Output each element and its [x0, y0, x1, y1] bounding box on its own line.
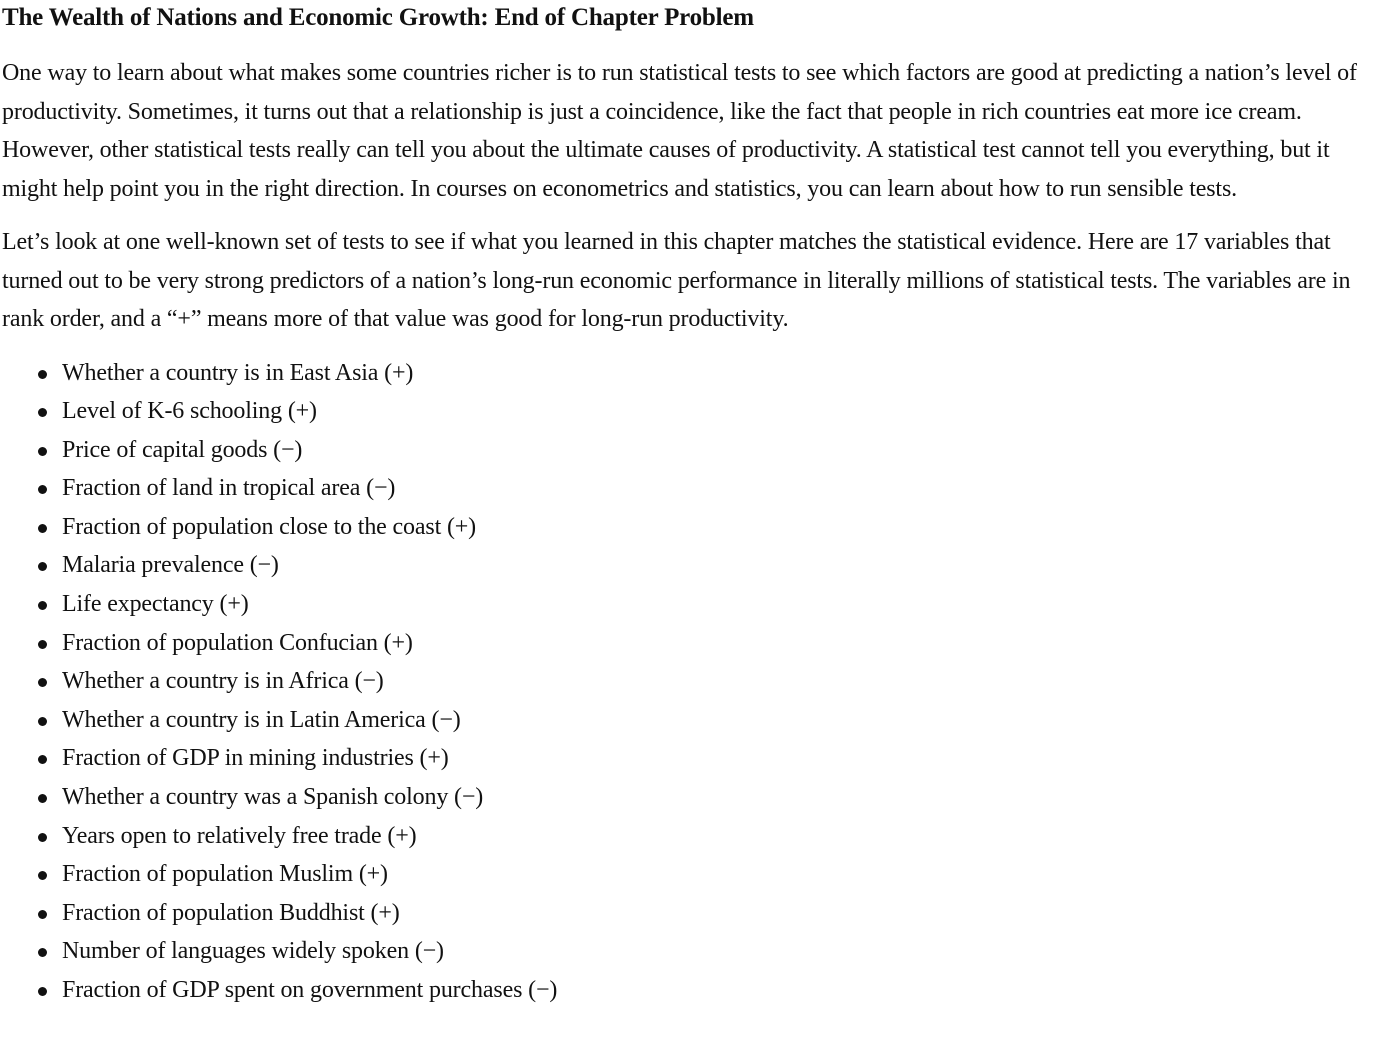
list-item [62, 546, 1382, 585]
list-item [62, 431, 1382, 470]
list-item [62, 392, 1382, 431]
bullet-icon [38, 370, 47, 379]
list-item-text: Level of K-6 schooling (+) [62, 398, 317, 425]
list-item-text: Life expectancy (+) [62, 591, 249, 618]
bullet-icon [38, 447, 47, 456]
list-item [62, 778, 1382, 817]
list-item [62, 739, 1382, 778]
list-item-text: Fraction of population Muslim (+) [62, 861, 388, 888]
bullet-icon [38, 601, 47, 610]
list-item [62, 855, 1382, 894]
list-item-text: Fraction of population Confucian (+) [62, 629, 413, 656]
list-item [62, 469, 1382, 508]
list-item [62, 585, 1382, 624]
bullet-icon [38, 408, 47, 417]
bullet-icon [38, 640, 47, 649]
list-item-text: Number of languages widely spoken (−) [62, 938, 444, 965]
intro-paragraph: One way to learn about what makes some countries richer is to run statistical tests to see which factors are good at predicting a nation’s level of productivity. Sometimes, it turns out that a relationship is just a coincidence, like the fact that people in rich countries eat more ice cream. However, other statistical tests really can tell you about the ultimate causes of productivity. A statistical test cannot tell you everything, but it might help point you in the right direction. In courses on econometrics and statistics, you can learn about how to run sensible tests. [2, 60, 1357, 202]
bullet-icon [38, 871, 47, 880]
list-item-text: Price of capital goods (−) [62, 436, 303, 463]
list-item-text: Whether a country is in East Asia (+) [62, 359, 414, 386]
bullet-icon [38, 987, 47, 996]
list-item-text: Fraction of GDP spent on government purchases (−) [62, 977, 558, 1003]
predictor-variable-list [2, 354, 1382, 1010]
bullet-icon [38, 833, 47, 842]
list-item-text: Fraction of land in tropical area (−) [62, 475, 396, 502]
list-item [62, 662, 1382, 701]
page-title: The Wealth of Nations and Economic Growth: End of Chapter Problem [2, 4, 754, 31]
variables-intro-paragraph: Let’s look at one well-known set of tests to see if what you learned in this chapter matches the statistical evidence. Here are 17 variables that turned out to be very strong predictors of a nation’s long-run economic performance in literally millions of statistical tests. The variables are in rank order, and a “+” means more of that value was good for long-run productivity. [2, 229, 1351, 332]
list-item-text: Whether a country is in Latin America (−) [62, 706, 461, 733]
bullet-icon [38, 948, 47, 957]
list-item-text: Whether a country was a Spanish colony (−) [62, 784, 484, 811]
list-item-text: Whether a country is in Africa (−) [62, 668, 384, 695]
bullet-icon [38, 562, 47, 571]
list-item [62, 508, 1382, 547]
list-item [62, 624, 1382, 663]
list-item [62, 971, 1382, 1010]
list-item [62, 817, 1382, 856]
list-item [62, 932, 1382, 971]
list-item [62, 354, 1382, 393]
list-item-text: Years open to relatively free trade (+) [62, 822, 417, 849]
list-item [62, 701, 1382, 740]
bullet-icon [38, 717, 47, 726]
list-item-text: Malaria prevalence (−) [62, 552, 279, 579]
bullet-icon [38, 524, 47, 533]
list-item-text: Fraction of population close to the coast (+) [62, 513, 477, 540]
bullet-icon [38, 794, 47, 803]
bullet-icon [38, 910, 47, 919]
bullet-icon [38, 678, 47, 687]
bullet-icon [38, 755, 47, 764]
bullet-icon [38, 485, 47, 494]
list-item [62, 894, 1382, 933]
list-item-text: Fraction of population Buddhist (+) [62, 899, 400, 926]
list-item-text: Fraction of GDP in mining industries (+) [62, 745, 449, 772]
